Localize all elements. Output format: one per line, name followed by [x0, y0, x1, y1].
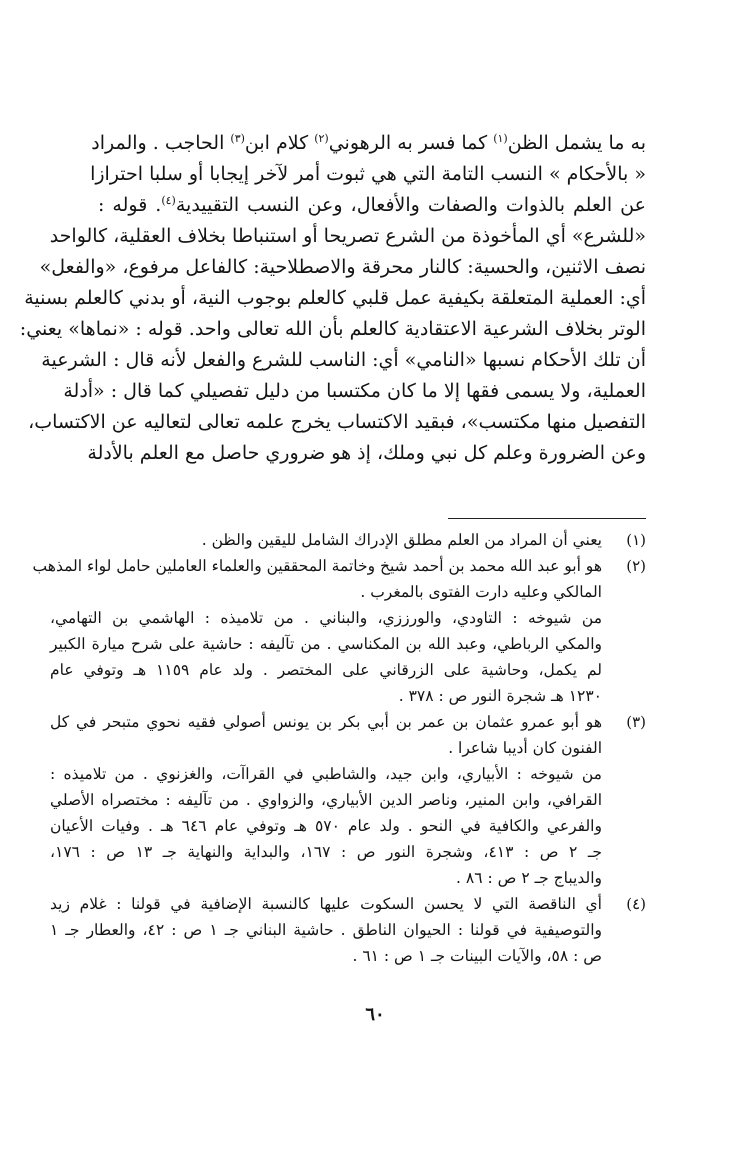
footnote-line: الفنون كان أديبا شاعرا .	[448, 739, 602, 757]
footnote-number: (١)	[626, 531, 646, 549]
footnote-line: يعني أن المراد من العلم مطلق الإدراك الشامل لليقين والظن .	[201, 531, 602, 549]
footnote-line: من شيوخه : التاودي، والورززي، والبناني . من تلاميذه : الهاشمي بن التهامي،	[50, 609, 602, 627]
main-line: وعن الضرورة وعلم كل نبي وملك، إذ هو ضروري حاصل مع العلم بالأدلة	[87, 442, 646, 464]
main-text	[19, 128, 646, 469]
footnote-reference: (٣)	[230, 132, 245, 145]
footnotes	[32, 527, 646, 969]
main-line: نصف الاثنين، والحسية: كالنار محرقة والاصطلاحية: كالفاعل مرفوع، «والفعل»	[39, 256, 646, 278]
footnote-number: (٣)	[626, 713, 646, 731]
page-number: ٦٠	[365, 1004, 385, 1025]
main-line: «للشرع» أي المأخوذة من الشرع تصريحا أو استنباطا بخلاف العقلية، كالواحد	[49, 225, 646, 247]
main-line-3: عن العلم بالذوات والصفات والأفعال، وعن النسب التقييدية$^{(٤)}$. قوله :	[98, 194, 646, 216]
footnote-separator	[448, 518, 646, 519]
footnote-line: هو أبو عمرو عثمان بن عمر بن أبي بكر بن يونس أصولي فقيه نحوي متبحر في كل	[50, 713, 602, 731]
footnote-line: أي الناقصة التي لا يحسن السكوت عليها كالنسبة الإضافية في قولنا : غلام زيد	[50, 895, 602, 913]
main-line: العملية، ولا يسمى فقها إلا ما كان مكتسبا من دليل تفصيلي كما قال : «أدلة	[63, 380, 646, 402]
main-line: أن تلك الأحكام نسبها «النامي» أي: الناسب للشرع والفعل لأنه قال : الشرعية	[41, 349, 646, 371]
footnote-reference: (١)	[493, 132, 508, 145]
footnote-line: لم يكمل، وحاشية على الزرقاني على المختصر . ولد عام ١١٥٩ هـ وتوفي عام	[50, 661, 603, 679]
footnote-line: والديباج جـ ٢ ص : ٨٦ .	[456, 869, 602, 887]
footnote-line: جـ ٢ ص : ٤١٣، وشجرة النور ص : ١٦٧، والبداية والنهاية جـ ١٣ ص : ١٧٦،	[50, 843, 602, 861]
footnote-line: والفرعي والكافية في النحو . ولد عام ٥٧٠ هـ وتوفي عام ٦٤٦ هـ . وفيات الأعيان	[50, 817, 602, 835]
footnote-1	[50, 527, 646, 553]
footnote-line: ص : ٥٨، والآيات البينات جـ ١ ص : ٦١ .	[352, 947, 602, 965]
footnote-line: المالكي وعليه دارت الفتوى بالمغرب .	[360, 583, 602, 601]
footnote-line: القرافي، وابن المنير، وناصر الدين الأبياري، والزواوي . من تآليفه : مختصراه الأصلي	[50, 791, 602, 809]
main-line-1: به ما يشمل الظن$^{(١)}$ كما فسر به الرهوني$^{(٢)}$ كلام ابن$^{(٣)}$ الحاجب . والمراد	[91, 132, 646, 154]
footnote-line: والمكي الرباطي، وعبد الله بن المكناسي . من تآليفه : حاشية على شرح ميارة الكبير	[50, 635, 602, 653]
footnote-reference: (٢)	[314, 132, 329, 145]
main-line: أي: العملية المتعلقة بكيفية عمل قلبي كالعلم بوجوب النية، أو بدني كالعلم بسنية	[24, 287, 646, 309]
footnote-line: من شيوخه : الأبياري، وابن جيد، والشاطبي في القراآت، والغزنوي . من تلاميذه :	[50, 765, 602, 783]
footnote-3	[50, 709, 646, 891]
main-line: التفصيل منها مكتسب»، فبقيد الاكتساب يخرج علمه تعالى لتعاليه عن الاكتساب،	[28, 411, 646, 433]
footnote-reference: (٤)	[161, 194, 176, 207]
footnote-number: (٢)	[626, 557, 646, 575]
footnote-2	[32, 553, 646, 709]
main-line: الوتر بخلاف الشرعية الاعتقادية كالعلم بأن الله تعالى واحد. قوله : «نماها» يعني:	[19, 318, 646, 340]
footnote-line: هو أبو عبد الله محمد بن أحمد شيخ وخاتمة المحققين والعلماء العاملين حامل لواء المذهب	[32, 557, 602, 575]
footnote-line: ١٢٣٠ هـ شجرة النور ص : ٣٧٨ .	[398, 687, 602, 705]
footnote-4	[50, 891, 646, 969]
footnote-line: والتوصيفية في قولنا : الحيوان الناطق . حاشية البناني جـ ١ ص : ٤٢، والعطار جـ ١	[50, 921, 602, 939]
main-line: « بالأحكام » النسب التامة التي هي ثبوت أمر لآخر إيجابا أو سلبا احترازا	[90, 163, 646, 185]
footnote-number: (٤)	[626, 895, 646, 913]
